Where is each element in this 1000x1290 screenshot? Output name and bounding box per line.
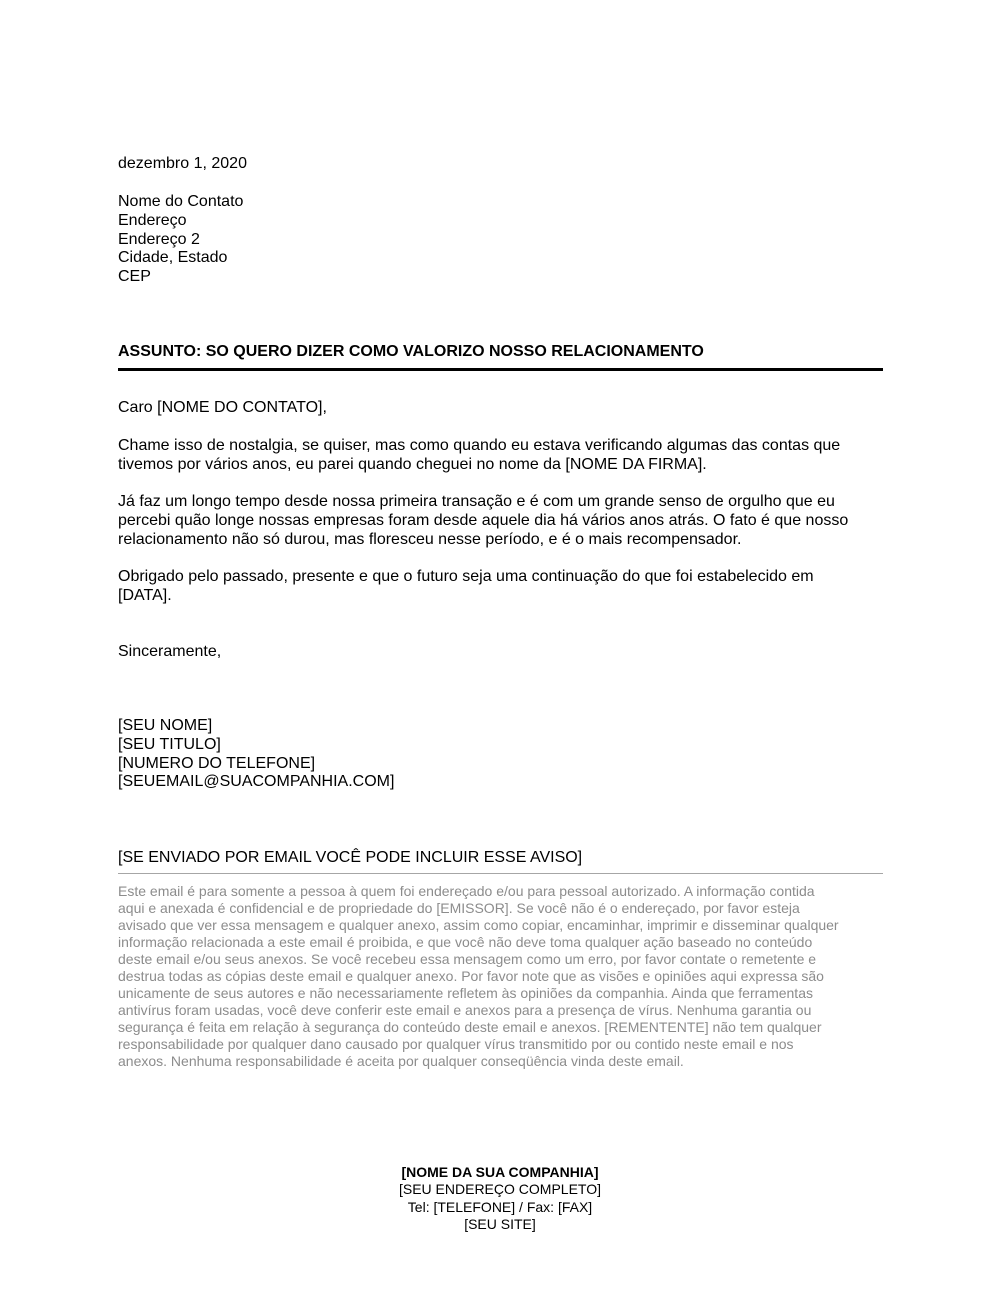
email-notice-divider: [118, 873, 883, 874]
disclaimer-line: antivírus foram usadas, você deve conferir este email e anexos para a presença de vírus. Nenhuma garantia ou: [118, 1002, 812, 1018]
email-disclaimer: [118, 883, 883, 1070]
subject-line: ASSUNTO: SO QUERO DIZER COMO VALORIZO NOSSO RELACIONAMENTO: [118, 343, 704, 360]
salutation: Caro [NOME DO CONTATO],: [118, 399, 327, 416]
footer-company-name: [NOME DA SUA COMPANHIA]: [401, 1164, 599, 1180]
recipient-address-line-1: Endereço: [118, 211, 187, 229]
recipient-city-state: Cidade, Estado: [118, 249, 228, 267]
disclaimer-line: responsabilidade por qualquer dano causado por qualquer vírus transmitido por ou contido neste email e nos: [118, 1036, 794, 1052]
email-notice-heading: [SE ENVIADO POR EMAIL VOCÊ PODE INCLUIR ESSE AVISO]: [118, 849, 583, 866]
recipient-address: [118, 193, 883, 287]
subject-divider: [118, 368, 883, 371]
recipient-zip: CEP: [118, 268, 151, 286]
paragraph-line: tivemos por vários anos, eu parei quando cheguei no nome da [NOME DA FIRMA].: [118, 455, 707, 473]
salutation-block: [118, 399, 883, 418]
disclaimer-line: avisado que ver essa mensagem e qualquer anexo, assim como copiar, encaminhar, imprimir e disseminar qualquer: [118, 917, 839, 933]
disclaimer-line: anexos. Nenhuma responsabilidade é aceita por qualquer conseqüência vinda deste email.: [118, 1053, 684, 1069]
paragraph-line: Obrigado pelo passado, presente e que o futuro seja uma continuação do que foi estabelecido em: [118, 568, 814, 585]
signature-email: [SEUEMAIL@SUACOMPANHIA.COM]: [118, 773, 395, 791]
recipient-name: Nome do Contato: [118, 193, 244, 210]
disclaimer-line: destrua todas as cópias deste email e qualquer anexo. Por favor note que as visões e opiniões aqui expressa são: [118, 968, 824, 984]
paragraph-line: Já faz um longo tempo desde nossa primeira transação e é com um grande senso de orgulho que eu: [118, 493, 835, 510]
footer-address: [SEU ENDEREÇO COMPLETO]: [398, 1181, 601, 1198]
recipient-address-line-2: Endereço 2: [118, 230, 200, 248]
footer-contact: Tel: [TELEFONE] / Fax: [FAX]: [407, 1198, 593, 1215]
paragraph-line: relacionamento não só durou, mas floresceu nesse período, e é o mais recompensador.: [118, 530, 742, 548]
signature-title: [SEU TITULO]: [118, 735, 221, 753]
paragraph-line: [DATA].: [118, 586, 172, 604]
disclaimer-line: segurança é feita em relação à segurança do conteúdo deste email e anexos. [REMENTENTE] não tem qualquer: [118, 1019, 822, 1035]
signature-name: [SEU NOME]: [118, 717, 213, 734]
closing: Sinceramente,: [118, 643, 222, 660]
paragraph-line: percebi quão longe nossas empresas foram desde aquele dia há vários anos atrás. O fato é que nosso: [118, 511, 849, 529]
footer-site: [SEU SITE]: [464, 1216, 536, 1233]
body-paragraph-1: [118, 437, 883, 475]
body-paragraph-3: [118, 568, 883, 606]
company-footer: [0, 1164, 1000, 1234]
signature-block: [118, 717, 883, 792]
disclaimer-line: deste email e/ou seus anexos. Se você recebeu essa mensagem como um erro, por favor contate o remetente e: [118, 951, 817, 967]
letter-date-block: [118, 155, 883, 174]
subject-line-block: [118, 343, 883, 362]
body-paragraph-2: [118, 493, 883, 549]
signature-phone: [NUMERO DO TELEFONE]: [118, 754, 316, 772]
disclaimer-line: informação relacionada a este email é proibida, e que você não deve toma qualquer ação baseado no conteúdo: [118, 934, 813, 950]
letter-date: dezembro 1, 2020: [118, 155, 247, 172]
closing-block: [118, 643, 883, 662]
disclaimer-line: Este email é para somente a pessoa à quem foi endereçado e/ou para pessoal autorizado. A informação contida: [118, 883, 815, 899]
disclaimer-line: unicamente de seus autores e não necessariamente refletem às opiniões da companhia. Ainda que ferramentas: [118, 985, 813, 1001]
paragraph-line: Chame isso de nostalgia, se quiser, mas como quando eu estava verificando algumas das contas que: [118, 437, 841, 454]
disclaimer-line: aqui e anexada é confidencial e de propriedade do [EMISSOR]. Se você não é o endereçado, por favor esteja: [118, 900, 800, 916]
email-notice-heading-block: [118, 849, 883, 868]
